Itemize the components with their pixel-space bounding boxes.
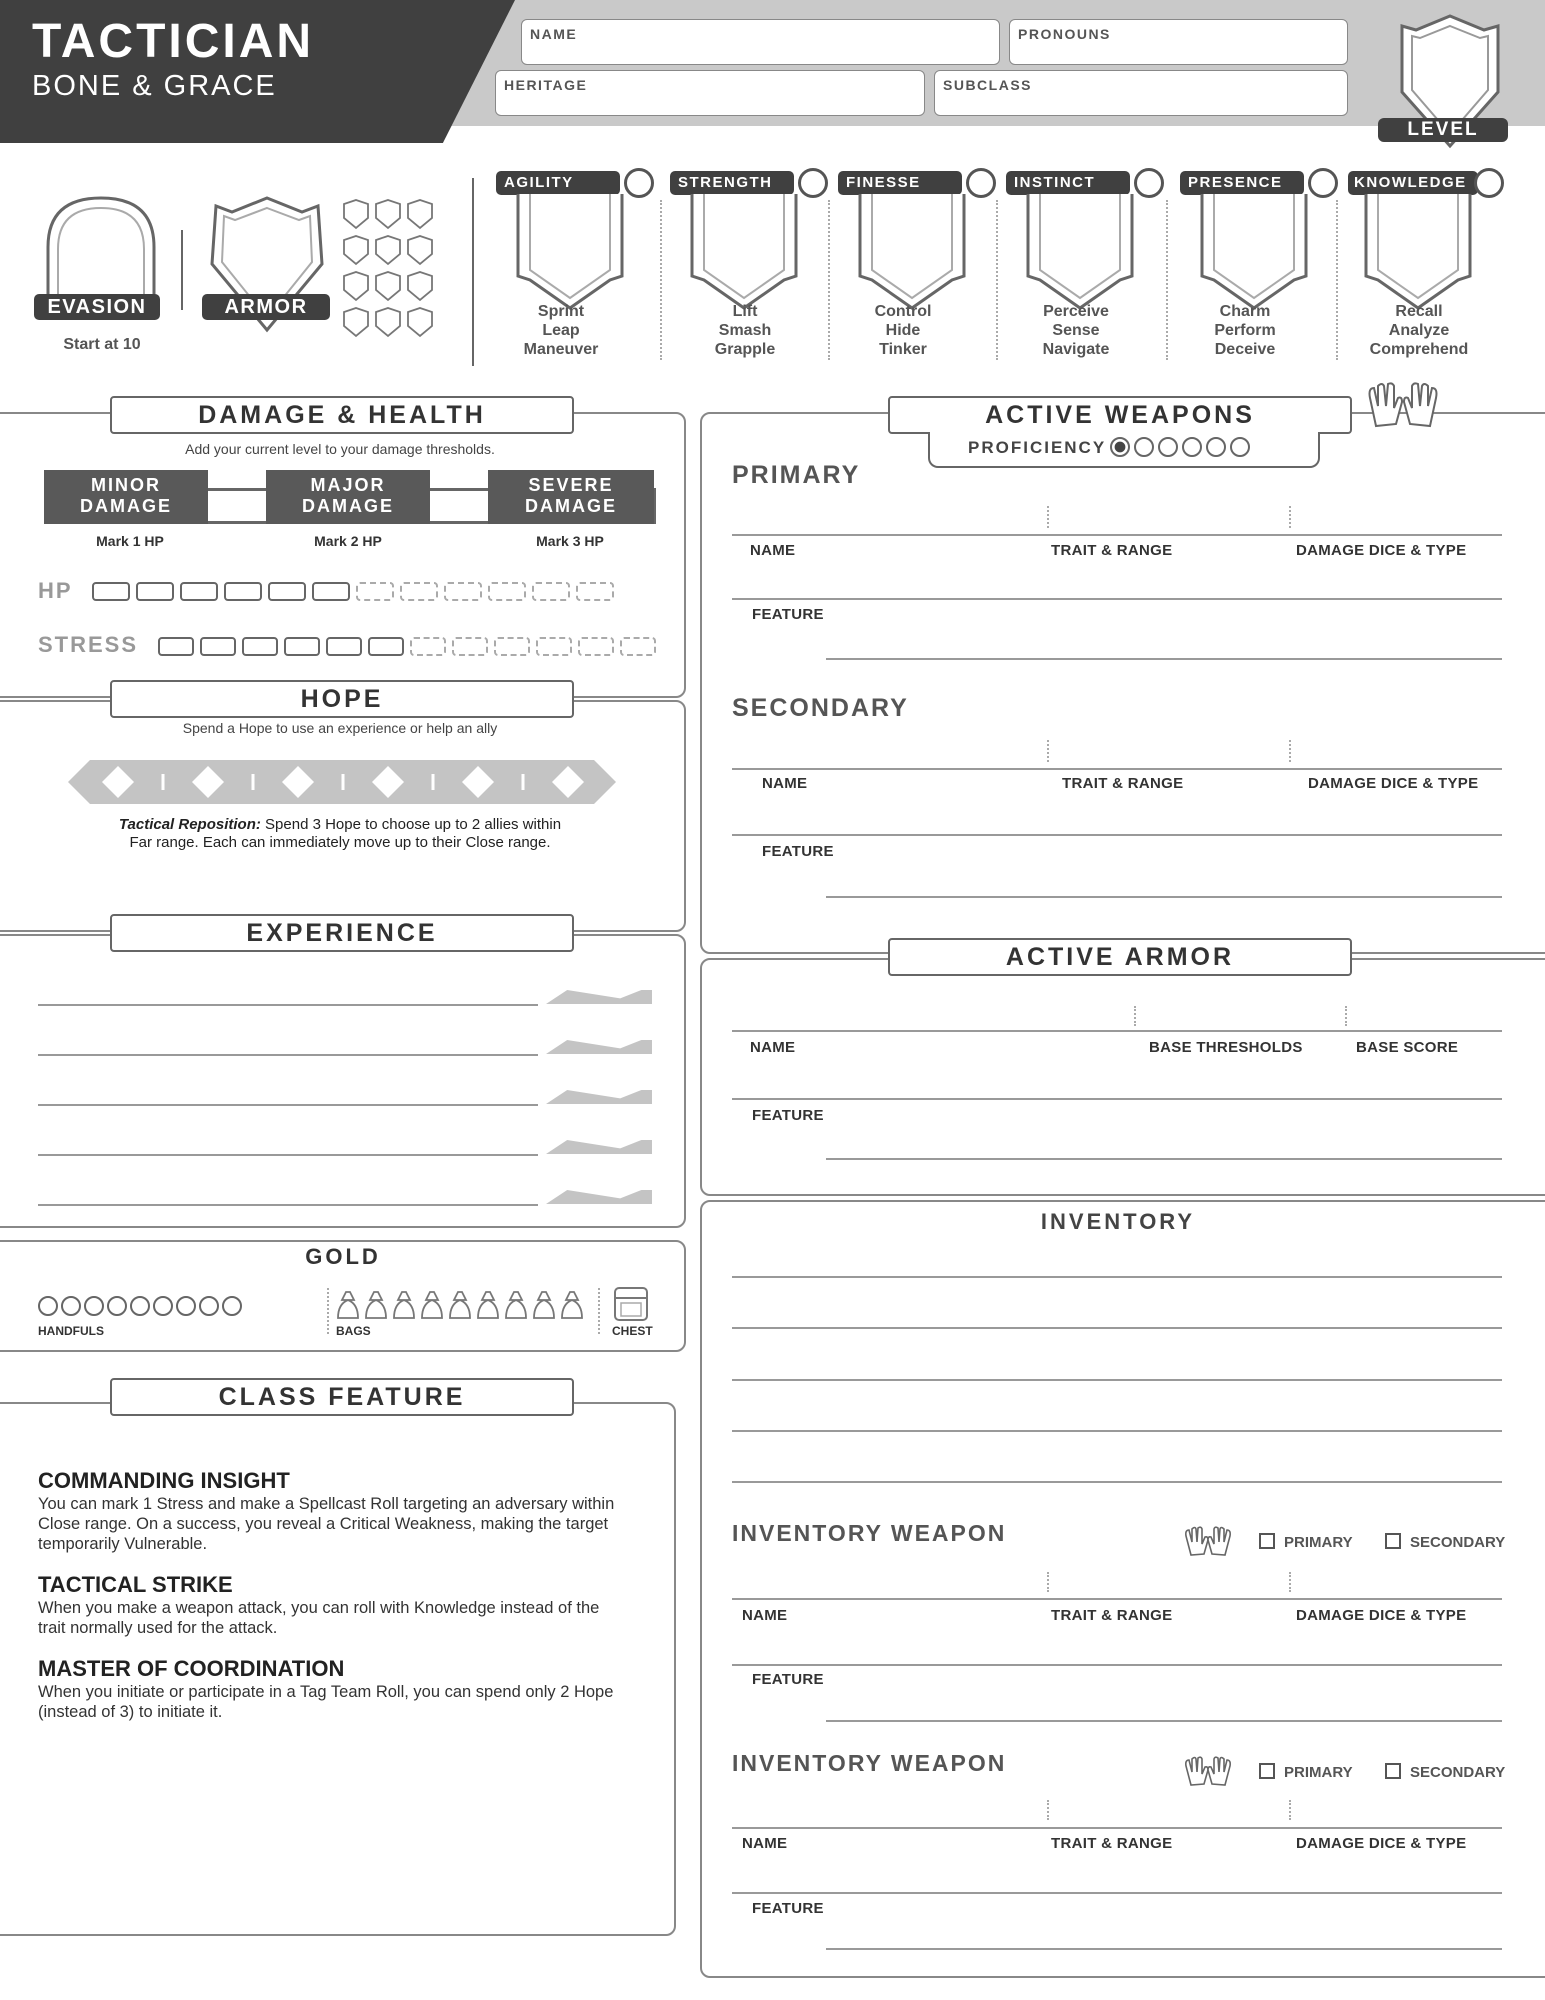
feature-name: TACTICAL STRIKE [38,1572,233,1597]
trait-instinct-label: INSTINCT [1006,171,1130,195]
armor-label: ARMOR [202,294,330,320]
inventory-weapon-feature-label: FEATURE [752,1900,824,1917]
experience-modifier-slot[interactable] [546,1090,652,1104]
primary-weapon-line[interactable] [732,534,1502,536]
stress-slot-locked [452,637,488,656]
gold-divider [598,1288,600,1334]
hope-feature-text: Spend 3 Hope to choose up to 2 allies within [265,816,562,833]
trait-strength-verbs: Lift Smash Grapple [714,303,776,358]
trait-divider [1336,200,1338,360]
damage-title: DAMAGE & HEALTH [110,396,574,434]
inventory-weapon-name-line[interactable] [732,1598,1502,1600]
primary-trait-label: TRAIT & RANGE [1051,542,1173,559]
coin-icon[interactable] [107,1296,127,1316]
inventory-weapon-feature-label: FEATURE [752,1671,824,1688]
stress-slot[interactable] [284,637,320,656]
coin-icon[interactable] [176,1296,196,1316]
inventory-weapon-primary-checkbox[interactable] [1259,1533,1275,1549]
trait-agility-shield-icon[interactable] [514,194,626,312]
hp-slot[interactable] [268,582,306,601]
trait-knowledge-label: KNOWLEDGE [1348,171,1478,195]
primary-dice-label: DAMAGE DICE & TYPE [1296,542,1467,559]
primary-weapon-title: PRIMARY [732,461,861,489]
hp-slot[interactable] [136,582,174,601]
hp-label: HP [38,578,73,603]
traits-divider [472,178,474,366]
inventory-weapon-trait-label: TRAIT & RANGE [1051,1835,1173,1852]
experience-modifier-slot[interactable] [546,1040,652,1054]
inventory-line[interactable] [732,1276,1502,1278]
secondary-feature-line-2[interactable] [826,896,1502,898]
column-divider [1289,506,1291,528]
chest-icon[interactable] [612,1284,652,1324]
stress-slot[interactable] [158,637,194,656]
inventory-weapon-dice-label: DAMAGE DICE & TYPE [1296,1607,1467,1624]
trait-finesse-verbs: Control Hide Tinker [874,303,932,358]
experience-list[interactable] [38,990,652,1240]
evasion-label: EVASION [34,294,160,320]
secondary-name-label: NAME [762,775,808,792]
proficiency-dot[interactable] [1134,437,1154,457]
inventory-weapon-primary-label: PRIMARY [1284,1764,1353,1781]
evasion-note: Start at 10 [63,336,141,353]
level-label: LEVEL [1378,118,1508,142]
hope-feature-text-2: Far range. Each can immediately move up to their Close range. [129,834,551,851]
threshold-severe: SEVERE DAMAGE [488,470,654,524]
secondary-feature-line[interactable] [732,834,1502,836]
armor-feature-line[interactable] [732,1098,1502,1100]
experience-modifier-slot[interactable] [546,1190,652,1204]
inventory-weapon-title: INVENTORY WEAPON [732,1750,1007,1776]
trait-divider [660,200,662,360]
armor-panel [700,958,1545,1196]
hp-slot-locked [356,582,394,601]
column-divider [1047,740,1049,762]
column-divider [1289,1572,1291,1592]
trait-knowledge-mark[interactable] [1474,168,1504,198]
inventory-weapon-trait-label: TRAIT & RANGE [1051,1607,1173,1624]
experience-modifier-slot[interactable] [546,990,652,1004]
feature-name: COMMANDING INSIGHT [38,1468,290,1493]
feature-name: MASTER OF COORDINATION [38,1656,345,1681]
coin-icon[interactable] [130,1296,150,1316]
trait-finesse-label: FINESSE [838,171,962,195]
primary-feature-line[interactable] [732,598,1502,600]
hope-title: HOPE [110,680,574,718]
armor-thresholds-label: BASE THRESHOLDS [1149,1039,1303,1056]
proficiency-tracker[interactable] [928,432,1320,468]
coin-icon[interactable] [38,1296,58,1316]
heritage-field[interactable] [495,70,925,116]
class-feature-title: CLASS FEATURE [110,1378,574,1416]
trait-agility-verbs: Sprint Leap Maneuver [523,303,599,358]
inventory-weapon-name-label: NAME [742,1607,788,1624]
pronouns-label: PRONOUNS [1018,26,1111,42]
inventory-weapon-dice-label: DAMAGE DICE & TYPE [1296,1835,1467,1852]
armor-name-line[interactable] [732,1030,1502,1032]
hands-icon [1180,1754,1236,1790]
inventory-weapon-secondary-checkbox[interactable] [1385,1533,1401,1549]
inventory-weapon-title: INVENTORY WEAPON [732,1520,1007,1546]
trait-instinct-verbs: Perceive Sense Navigate [1042,303,1110,358]
threshold-major-mark: Mark 2 HP [314,533,382,549]
hp-slot-locked [488,582,526,601]
trait-divider [996,200,998,360]
secondary-weapon-line[interactable] [732,768,1502,770]
gold-bags-label: BAGS [336,1324,371,1338]
inventory-line[interactable] [732,1327,1502,1329]
trait-divider [828,200,830,360]
primary-feature-line-2[interactable] [826,658,1502,660]
stress-slot-locked [578,637,614,656]
coin-icon[interactable] [222,1296,242,1316]
gold-handfuls[interactable] [38,1296,245,1316]
stress-slot-locked [536,637,572,656]
gold-bags[interactable] [334,1286,594,1322]
proficiency-dots[interactable] [1110,437,1253,457]
coin-icon[interactable] [61,1296,81,1316]
inventory-weapon-primary-checkbox[interactable] [1259,1763,1275,1779]
feature-text: You can mark 1 Stress and make a Spellcast Roll targeting an adversary within Close range. On a success, you reveal a Critical Weakness, making the target temporarily Vulnerable. [38,1495,615,1553]
hp-track[interactable] [92,582,672,606]
proficiency-dot[interactable] [1182,437,1202,457]
feature-text: When you make a weapon attack, you can roll with Knowledge instead of the trait normally used for the attack. [38,1599,600,1637]
coin-icon[interactable] [199,1296,219,1316]
armor-slots[interactable] [340,196,438,340]
threshold-severe-mark: Mark 3 HP [536,533,604,549]
inventory-weapon-feature-line-2[interactable] [826,1720,1502,1722]
trait-knowledge-shield-icon[interactable] [1362,194,1474,312]
heritage-label: HERITAGE [504,77,588,93]
inventory-panel [700,1200,1545,1978]
feature-block [38,1468,618,1554]
threshold-minor: MINOR DAMAGE [44,470,208,524]
trait-finesse-mark[interactable] [966,168,996,198]
proficiency-dot-filled[interactable] [1110,437,1130,457]
gold-chest-label: CHEST [612,1324,653,1338]
secondary-dice-label: DAMAGE DICE & TYPE [1308,775,1479,792]
feature-block [38,1656,618,1722]
stress-label: STRESS [38,632,139,657]
column-divider [1289,740,1291,762]
stress-slot-locked [410,637,446,656]
subclass-field[interactable] [934,70,1348,116]
pronouns-field[interactable] [1009,19,1348,65]
primary-feature-label: FEATURE [752,606,824,623]
armor-name-label: NAME [750,1039,796,1056]
trait-divider [1166,200,1168,360]
inventory-line[interactable] [732,1481,1502,1483]
trait-presence-shield-icon[interactable] [1198,194,1310,312]
trait-presence-mark[interactable] [1308,168,1338,198]
inventory-weapon-secondary-label: SECONDARY [1410,1764,1506,1781]
hp-slot[interactable] [224,582,262,601]
hands-icon [1360,378,1446,434]
inventory-title: INVENTORY [1040,1209,1196,1234]
armor-feature-line-2[interactable] [826,1158,1502,1160]
hp-slot[interactable] [180,582,218,601]
trait-agility-label: AGILITY [496,171,620,195]
weapons-title: ACTIVE WEAPONS [888,396,1352,434]
damage-note: Add your current level to your damage thresholds. [185,441,495,457]
trait-finesse-shield-icon[interactable] [856,194,968,312]
stress-slot[interactable] [326,637,362,656]
class-features [38,1468,618,1722]
secondary-feature-label: FEATURE [762,843,834,860]
hands-icon [1180,1524,1236,1560]
stress-slot[interactable] [200,637,236,656]
inventory-weapon-primary-label: PRIMARY [1284,1534,1353,1551]
gold-divider [327,1288,329,1334]
trait-instinct-shield-icon[interactable] [1024,194,1136,312]
hp-slot-locked [576,582,614,601]
hp-slot-locked [444,582,482,601]
hope-note: Spend a Hope to use an experience or help an ally [182,720,498,736]
trait-instinct-mark[interactable] [1134,168,1164,198]
inventory-weapon-secondary-checkbox[interactable] [1385,1763,1401,1779]
experience-row[interactable] [38,1190,652,1240]
class-name: TACTICIAN [32,15,315,68]
stress-slot[interactable] [368,637,404,656]
trait-strength-label: STRENGTH [670,171,794,195]
gold-title: GOLD [305,1244,381,1269]
trait-strength-shield-icon[interactable] [688,194,800,312]
experience-row[interactable] [38,1090,652,1140]
column-divider [1047,506,1049,528]
experience-row[interactable] [38,1040,652,1090]
feature-block [38,1572,618,1638]
column-divider [1047,1572,1049,1592]
column-divider [1134,1006,1136,1026]
column-divider [1345,1006,1347,1026]
weapons-panel [700,412,1545,954]
secondary-weapon-title: SECONDARY [732,694,909,722]
armor-score-label: BASE SCORE [1356,1039,1459,1056]
threshold-minor-mark: Mark 1 HP [96,533,164,549]
coin-icon[interactable] [153,1296,173,1316]
proficiency-dot[interactable] [1206,437,1226,457]
name-field[interactable] [521,19,1000,65]
stress-track[interactable] [158,637,678,661]
inventory-weapon-name-line[interactable] [732,1827,1502,1829]
inventory-weapon-feature-line[interactable] [732,1892,1502,1894]
trait-presence-verbs: Charm Perform Deceive [1214,303,1276,358]
proficiency-dot[interactable] [1158,437,1178,457]
trait-knowledge-verbs: Recall Analyze Comprehend [1369,303,1469,358]
inventory-line[interactable] [732,1430,1502,1432]
trait-agility-mark[interactable] [624,168,654,198]
experience-row[interactable] [38,990,652,1040]
armor-feature-label: FEATURE [752,1107,824,1124]
proficiency-label: PROFICIENCY [968,438,1107,457]
stress-slot-locked [620,637,656,656]
defense-divider [181,230,183,310]
trait-presence-label: PRESENCE [1180,171,1304,195]
primary-name-label: NAME [750,542,796,559]
hp-slot[interactable] [312,582,350,601]
hope-feature [0,816,680,852]
inventory-line[interactable] [732,1379,1502,1381]
gold-handfuls-label: HANDFULS [38,1324,104,1338]
threshold-major: MAJOR DAMAGE [266,470,430,524]
hp-slot[interactable] [92,582,130,601]
experience-title: EXPERIENCE [110,914,574,952]
trait-strength-mark[interactable] [798,168,828,198]
hp-slot-locked [532,582,570,601]
inventory-weapon-feature-line-2[interactable] [826,1948,1502,1950]
stress-slot-locked [494,637,530,656]
secondary-trait-label: TRAIT & RANGE [1062,775,1184,792]
hope-feature-name: Tactical Reposition: [118,816,261,833]
column-divider [1047,1800,1049,1820]
coin-icon[interactable] [84,1296,104,1316]
experience-modifier-slot[interactable] [546,1140,652,1154]
name-label: NAME [530,26,578,42]
subclass-name: BONE & GRACE [32,70,277,102]
feature-text: When you initiate or participate in a Tag Team Roll, you can spend only 2 Hope (instead of 3) to initiate it. [38,1683,614,1721]
inventory-weapon-name-label: NAME [742,1835,788,1852]
subclass-label: SUBCLASS [943,77,1033,93]
hope-track[interactable] [68,760,616,804]
stress-slot[interactable] [242,637,278,656]
inventory-weapon-feature-line[interactable] [732,1664,1502,1666]
column-divider [1289,1800,1291,1820]
inventory-weapon-secondary-label: SECONDARY [1410,1534,1506,1551]
armor-title: ACTIVE ARMOR [888,938,1352,976]
experience-row[interactable] [38,1140,652,1190]
proficiency-dot[interactable] [1230,437,1250,457]
hp-slot-locked [400,582,438,601]
